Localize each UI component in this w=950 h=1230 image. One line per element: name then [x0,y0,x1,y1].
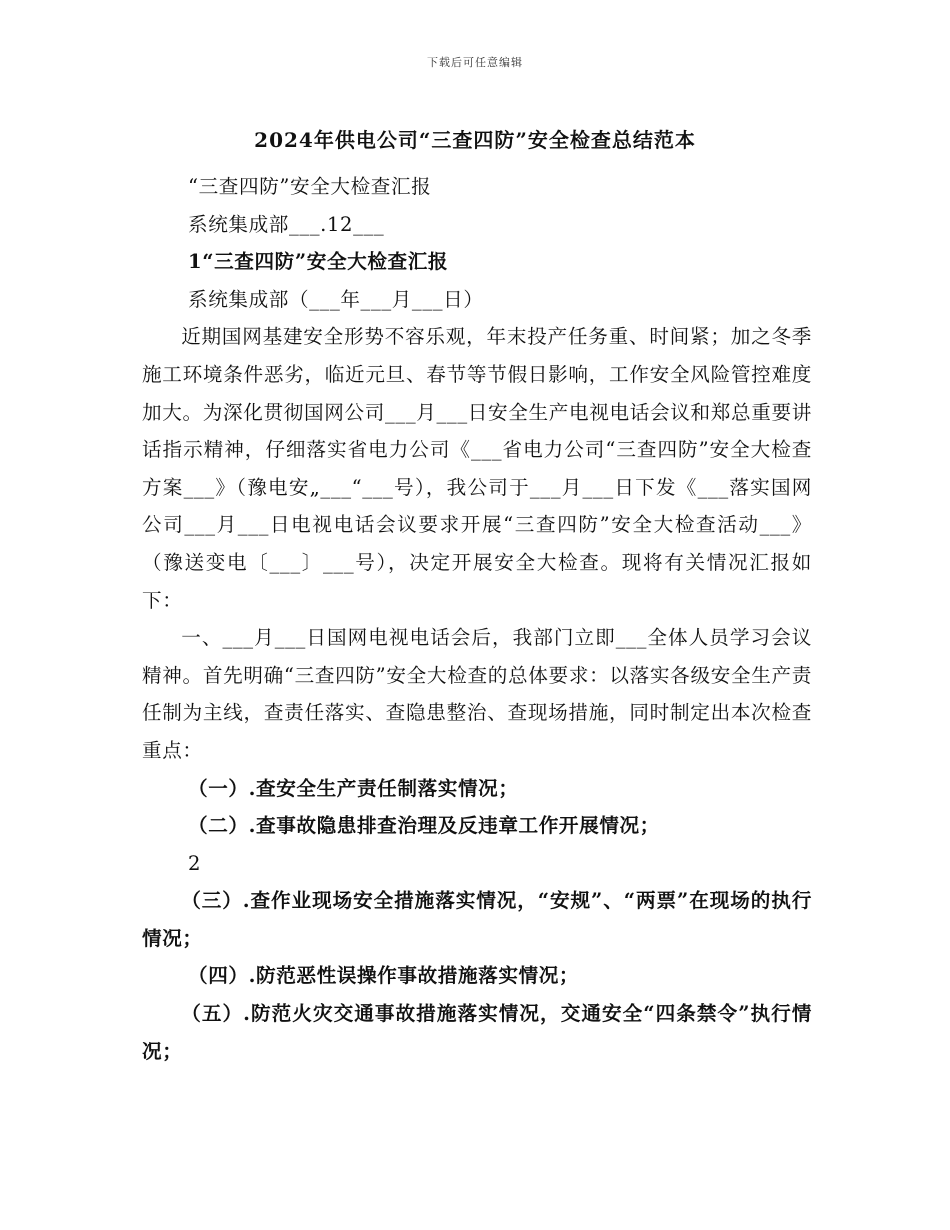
document-title: 2024年供电公司“三查四防”安全检查总结范本 [254,128,696,152]
body-paragraph-intro: 近期国网基建安全形势不容乐观，年末投产任务重、时间紧；加之冬季施工环境条件恶劣，临近元旦、春节等节假日影响，工作安全风险管控难度加大。为深化贯彻国网公司___月___日安全生产电视电话会议和郑总重要讲话指示精神，仔细落实省电力公司《___省电力公司“三查四防”安全大检查方案___》（豫电安„___“___号），我公司于___月___日下发《___落实国网公司___月___日电视电话会议要求开展“三查四防”安全大检查活动___》（豫送变电〔___〕___号），决定开展安全大检查。现将有关情况汇报如下： [142,325,812,612]
subtitle-report: “三查四防”安全大检查汇报 [188,175,432,198]
check-item-5: （五）.防范火灾交通事故措施落实情况，交通安全“四条禁令”执行情况； [142,1002,812,1063]
page-number: 2 [188,851,202,875]
header-note: 下载后可任意编辑 [427,56,523,69]
document-body [142,168,812,1070]
check-item-3: （三）.查作业现场安全措施落实情况，“安规”、“两票”在现场的执行情况； [142,889,812,950]
department-line: 系统集成部___.12___ [188,212,385,236]
department-date-line: 系统集成部（___年___月___日） [188,287,484,311]
body-paragraph-one: 一、___月___日国网电视电话会后，我部门立即___全体人员学习会议精神。首先明确“三查四防”安全大检查的总体要求：以落实各级安全生产责任制为主线，查责任落实、查隐患整治、查现场措施，同时制定出本次检查重点： [142,626,812,762]
section-heading: 1“三查四防”安全大检查汇报 [188,250,449,274]
check-item-2: （二）.查事故隐患排查治理及反违章工作开展情况； [188,814,660,838]
check-item-1: （一）.查安全生产责任制落实情况； [188,776,519,800]
check-item-4: （四）.防范恶性误操作事故措施落实情况； [188,964,580,988]
